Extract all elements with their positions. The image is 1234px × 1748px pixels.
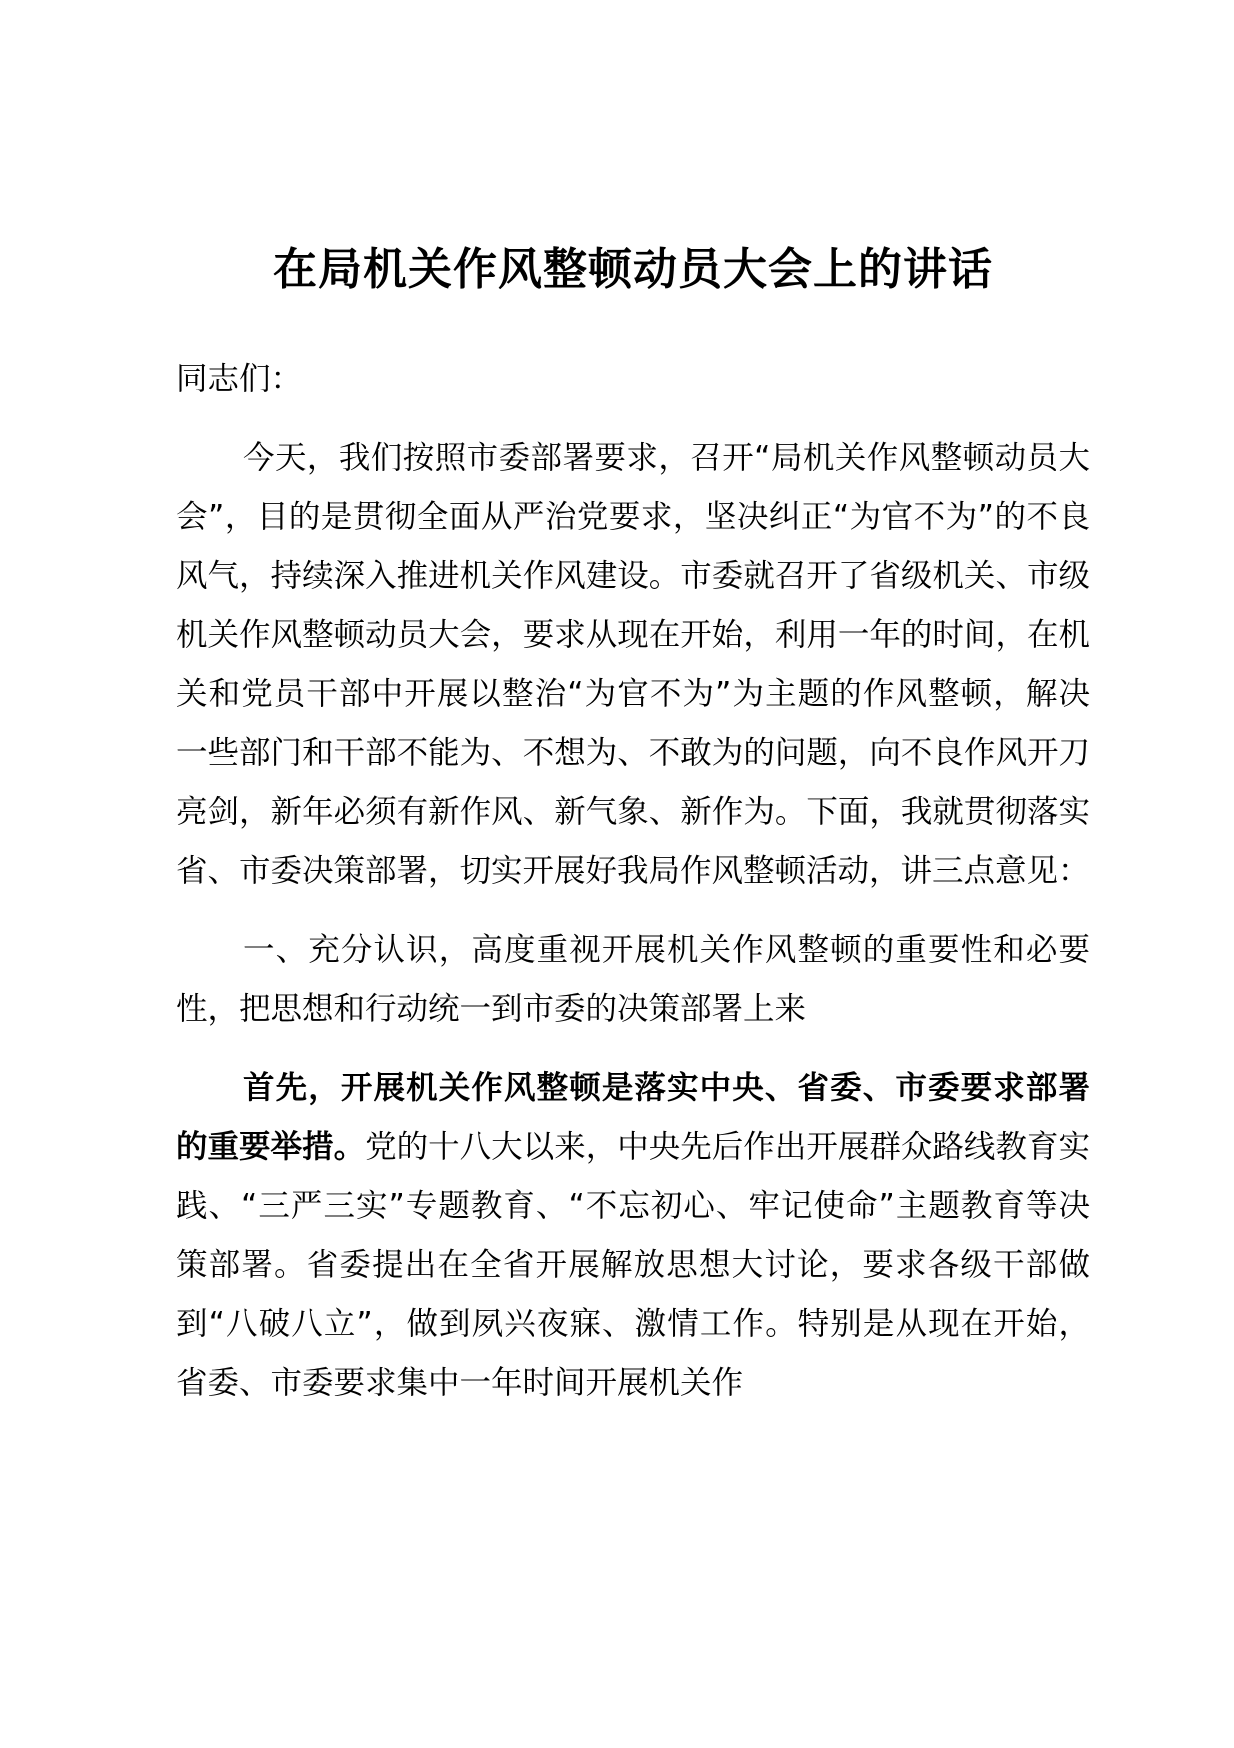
salutation: 同志们：	[176, 361, 303, 397]
point-paragraph-1	[176, 1059, 1090, 1413]
section-heading-1: 一、充分认识，高度重视开展机关作风整顿的重要性和必要性，把思想和行动统一到市委的决策部署上来	[176, 932, 1090, 1027]
intro-paragraph: 今天，我们按照市委部署要求，召开“局机关作风整顿动员大会”，目的是贯彻全面从严治党要求，坚决纠正“为官不为”的不良风气，持续深入推进机关作风建设。市委就召开了省级机关、市级机关作风整顿动员大会，要求从现在开始，利用一年的时间，在机关和党员干部中开展以整治“为官不为”为主题的作风整顿，解决一些部门和干部不能为、不想为、不敢为的问题，向不良作风开刀亮剑，新年必须有新作风、新气象、新作为。下面，我就贯彻落实省、市委决策部署，切实开展好我局作风整顿活动，讲三点意见：	[176, 440, 1090, 889]
document-title: 在局机关作风整顿动员大会上的讲话	[273, 244, 993, 295]
point-body-text: 党的十八大以来，中央先后作出开展群众路线教育实践、“三严三实”专题教育、“不忘初心、牢记使命”主题教育等决策部署。省委提出在全省开展解放思想大讨论，要求各级干部做到“八破八立”，做到夙兴夜寐、激情工作。特别是从现在开始，省委、市委要求集中一年时间开展机关作	[176, 1129, 1090, 1401]
point-lead-text: 首先，开展机关作风整顿是落实中央、省委、市委要求部署的重要举措。	[176, 1070, 1090, 1165]
document-page	[176, 240, 1090, 1433]
